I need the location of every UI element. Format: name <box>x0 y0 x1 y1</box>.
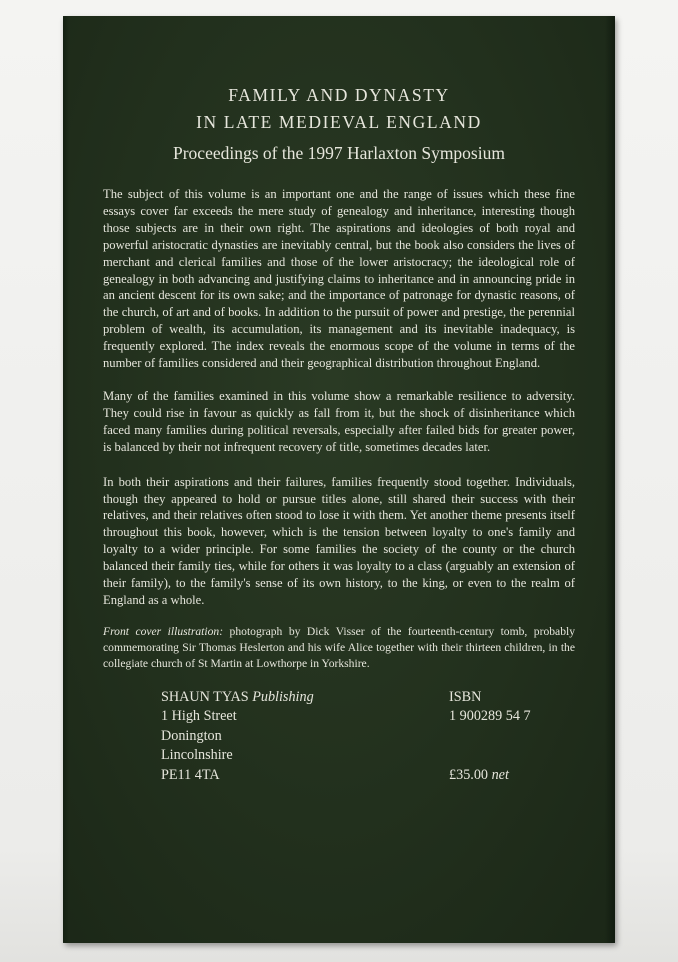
publisher-address-line: 1 High Street <box>161 708 237 725</box>
publisher-block <box>161 688 314 786</box>
blurb-paragraph-2: Many of the families examined in this volume show a remarkable resilience to adversity. They could rise in favour as quickly as fall from it, but the shock of disinheritance which faced many families during political reversals, especially after failed bids for greater power, is balanced by their not infrequent recovery of title, sometimes decades later. <box>103 388 575 454</box>
cover-edge-shadow-left <box>63 16 69 943</box>
price-suffix: net <box>491 766 509 783</box>
publisher-footer <box>103 688 575 788</box>
cover-illustration-credit <box>103 624 575 673</box>
price-block <box>449 766 509 786</box>
isbn-label: ISBN <box>449 688 482 705</box>
publisher-name-suffix: Publishing <box>252 688 314 705</box>
book-back-cover <box>63 16 615 943</box>
publisher-address-line: Donington <box>161 727 222 744</box>
isbn-block <box>449 688 531 727</box>
publisher-name: SHAUN TYAS <box>161 688 249 705</box>
blurb-paragraph-1: The subject of this volume is an important one and the range of issues which these fine essays cover far exceeds the mere study of genealogy and inheritance, interesting though those subjects are in their own right. The aspirations and ideologies of both royal and powerful aristocratic dynasties are inevitably central, but the book also considers the lives of merchant and clerical families and those of the lower aristocracy; the ideological role of genealogy in both advancing and justifying claims to inheritance and in announcing pride in an ancient descent for its own sake; and the importance of patronage for dynastic reasons, of the church, of art and of books. In addition to the pursuit of power and prestige, the perennial problem of wealth, its accumulation, its management and its inevitable inadequacy, is frequently explored. The index reveals the enormous scope of the volume in terms of the number of families considered and their geographical distribution throughout England. <box>103 187 575 371</box>
publisher-name-line <box>161 688 314 708</box>
cover-edge-shadow-right <box>605 16 615 943</box>
publisher-address-line: PE11 4TA <box>161 766 220 783</box>
back-cover-text <box>103 82 575 788</box>
title-line-1: FAMILY AND DYNASTY <box>228 85 450 105</box>
publisher-address-line: Lincolnshire <box>161 747 233 764</box>
title-line-2: IN LATE MEDIEVAL ENGLAND <box>196 112 482 132</box>
caption-text: photograph by Dick Visser of the fourteenth-century tomb, probably commemorating Sir Thomas Heslerton and his wife Alice together with their thirteen children, in the collegiate church of St Martin at Lowthorpe in Yorkshire. <box>103 624 576 671</box>
price-amount: £35.00 <box>449 766 489 783</box>
book-title <box>103 82 575 136</box>
isbn-number: 1 900289 54 7 <box>449 708 531 725</box>
book-subtitle: Proceedings of the 1997 Harlaxton Symposium <box>173 143 505 163</box>
caption-label: Front cover illustration: <box>103 624 224 638</box>
blurb-paragraph-3: In both their aspirations and their failures, families frequently stood together. Individuals, though they appeared to hold or pursue titles alone, still shared their success with their relatives, and their relatives often stood to lose it with them. Yet another theme presents itself throughout this book, however, which is the tension between loyalty to one's family and loyalty to a wider principle. For some families the society of the county or the church balanced their family ties, while for others it was loyalty to a class (arguably an extension of their family), to the family's sense of its own history, to the king, or even to the realm of England as a whole. <box>103 474 575 607</box>
